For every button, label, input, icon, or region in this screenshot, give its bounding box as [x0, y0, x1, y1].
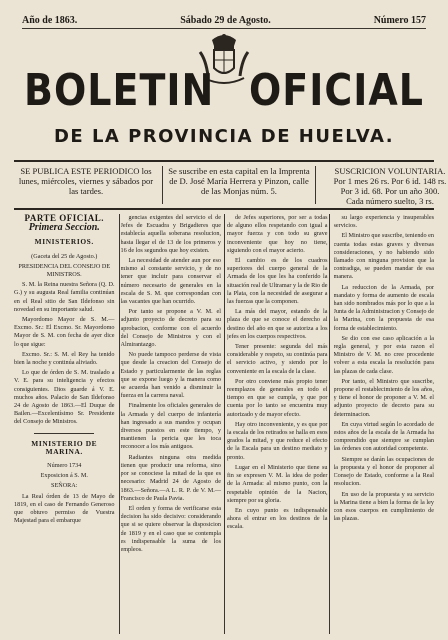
- paragraph: Lo que de órden de S. M. traslado a V. E. para su inteligencia y efectos consiguientes. Dios guarde á V. E. muchos años. Palacio de San Ildefonso 24 de Agosto de 1863.—El Duque de Bailen.—Excelentísimo Sr. Presidente del Consejo de Ministros.: [14, 369, 115, 426]
- paragraph: En cuyo punto es indispensable ahora el entrar en los destinos de la escala.: [227, 506, 328, 531]
- paragraph: La Real órden de 13 de Mayo de 1819, en el caso de Fernando Generoso que obtuvo permiso de Vuestra Majestad para el embarque: [14, 492, 115, 525]
- paragraph: Mayordomo Mayor de S. M.— Excmo. Sr.: El Excmo. Sr. Mayordomo Mayor de S. M. con fecha de ayer dice lo que sigue:: [14, 316, 115, 348]
- paragraph: La necesidad de atender aun por eso mismo al constante servicio, y de no tener que incluir para conservar el número necesario de generales en la escala de S. M. que correspondan con las vacantes que han ocurrido.: [120, 257, 221, 306]
- presidency-heading: PRESIDENCIA DEL CONSEJO DE MINISTROS.: [18, 262, 111, 279]
- date-label: Sábado 29 de Agosto.: [180, 14, 271, 26]
- paragraph: Por tanto se propone a V. M. el adjunto proyecto de decreto para su aprobacion, conforme con el acuerdo del Consejo de Ministros y con el Almirantazgo.: [120, 308, 221, 349]
- price-line: Por 3 id. 68. Por un año 300.: [340, 186, 440, 196]
- paragraph: El orden y forma de verificarse esta decision ha sido decisivo: considerando que si se quiere observar la disposicion de 1819 y en el caso que se contempla es indispensable la suma de los empleos.: [120, 504, 221, 553]
- divider: [34, 433, 94, 434]
- paragraph: El cambio es de los cuadros superiores del cuerpo general de la Armada de los que les ha conferido la situación real de Ultramar y la de Rio de la Plata, con la necesidad de asegurar a las fuerzas que la componen.: [227, 257, 328, 306]
- divider: [162, 166, 163, 204]
- newspaper-subtitle: DE LA PROVINCIA DE HUELVA.: [53, 126, 395, 147]
- price-line: Cada número suelto, 3 rs.: [346, 196, 434, 206]
- paragraph: Hay otro inconveniente, y es que por la escala de los retirados se halla en esos grados la mitad, y que reduce el efecto de la Escala para un destino mediato y pronto.: [227, 420, 328, 461]
- paragraph: Tener presente: segunda del más considerable y respeto, su continúa para el servicio activo, y siendo por lo conveniente en la escala de la clase.: [227, 343, 328, 375]
- title-right: OFICIAL: [248, 64, 424, 116]
- ministries-heading: MINISTERIOS.: [34, 237, 94, 247]
- paragraph: Finalmente los oficiales generales de la Armada y del cuerpo de infantería han ingresado a sus mandos y ocupan diversos puestos en este tiempo, y mantienen la pericia que les toca reconocer a los más antiguos.: [120, 402, 221, 451]
- paragraph: No puede tampoco perderse de vista que desde la creacion del Consejo de Estado y particularmente de las reglas que se expone luego y la manera como se acuerda han venido a disminuir la fuerza en la carrera naval.: [120, 351, 221, 400]
- subscription-info: [14, 166, 447, 206]
- price-list: [320, 166, 448, 206]
- paragraph: Excmo. Sr.: S. M. el Rey ha tenido bien la noche y continúa aliviado.: [14, 350, 115, 367]
- price-title: SUSCRICION VOLUNTARIA.: [334, 166, 446, 176]
- paragraph: En uso de la propuesta y su servicio la Marina tiene a bien la forma de la ley con esos cuerpos en cumplimiento de las plazas.: [333, 490, 434, 523]
- column-2: [121, 214, 222, 636]
- column-4: [334, 214, 435, 636]
- publication-schedule: SE PUBLICA ESTE PERIODICO los lunes, miércoles, viernes y sábados por las tardes.: [18, 166, 154, 196]
- article-columns: [14, 214, 434, 636]
- marine-ministry-heading: MINISTERIO DE MARINA.: [31, 438, 98, 456]
- exposition-heading: Exposicion á S. M.: [40, 472, 88, 480]
- masthead-topline: [22, 12, 426, 29]
- divider: [14, 208, 434, 210]
- paragraph: El Ministro que suscribe, teniendo en cuenta todas estas graves y diversas consideraciones, y no habiendo sido llamado con ninguna provision que la contradiga, se pueden mandar de esa manera.: [333, 232, 434, 281]
- divider: [14, 160, 434, 162]
- paragraph: Siempre se darán las ocupaciones de la propuesta y el honor de proponer al Consejo de Estado, conforme a la Real resolucion.: [333, 455, 434, 488]
- newspaper-title: [0, 62, 448, 117]
- salutation: SEÑORA:: [51, 482, 78, 490]
- title-left: BOLETIN: [24, 64, 215, 116]
- paragraph: Por otro conviene más propio tener reemplazos de generales en todo el tiempo en que se cumpla, y que por cuenta por lo tanto se encuentra muy autorizado y de mayor efecto.: [227, 377, 328, 418]
- paragraph: Se dio con ese caso aplicación a la regla general, y por esta razon el Ministro de V. M. no cree procedente volver a esta escala la resolución para las plazas de cada clase.: [333, 334, 434, 375]
- paragraph: su largo experiencia y insuperables servicios.: [333, 214, 434, 230]
- paragraph: de Jefes superiores, por ser a todas de alguno ellos respetando con igual a mayor fuerza y con todo su grave inconveniente que hoy no tiene, siguiendo con el mayor acierto.: [227, 214, 328, 254]
- column-3: [227, 214, 328, 636]
- year-label: Año de 1863.: [22, 14, 78, 26]
- issue-number: Número 157: [373, 14, 426, 26]
- paragraph: S. M. la Reina nuestra Señora (Q. D. G.) y su augusta Real familia continúan en el Real sitio de San Ildefonso sin novedad en su importante salud.: [14, 281, 115, 313]
- paragraph: gencias exigentes del servicio el de Jefes de Escuadra y Brigadieres que establecía aquella soberana resolucion, hasta llegar el de 13 de los primeros y 16 de los segundos que hoy existen.: [120, 214, 221, 254]
- section-subheading: Primera Seccion.: [28, 222, 100, 234]
- section-heading: PARTE OFICIAL.: [24, 214, 105, 223]
- paragraph: La más del mayor, estando de la plaza de que se conoce el derecho al destino del año en que se autoriza a los jefes en los cuerpos respectivos.: [227, 308, 328, 340]
- paragraph: La reduccion de la Armada, por mandato y forma de aumento de escala han sido nombrados más por lo que a la Junta de la Administracion y Consejo de la Marina, con la propuesta de esa forma de establecimiento.: [333, 283, 434, 332]
- subscription-place: Se suscribe en esta capital en la Imprenta de D. José María Herrera y Pinzon, calle de las Monjas núm. 5.: [168, 166, 310, 196]
- paragraph: Radiantes ninguna otra medida tienen que producir una reforma, sino por se conociese la mitad de la que es necesario: Madrid 24 de Agosto de 1863.—Señora.—A L. R. P. de V. M.—Francisco de Paula Pavia.: [120, 453, 221, 502]
- divider: [315, 166, 316, 204]
- document-number: Número 1734: [47, 462, 82, 470]
- paragraph: En cuya virtud según lo acordado de estos años de la escala de la Armada ha comprendido que siempre se cumplan las órdenes con autoridad competente.: [333, 420, 434, 453]
- price-line: Por 1 mes 26 rs. Por 6 id. 148 rs.: [333, 176, 447, 186]
- paragraph: Por tanto, el Ministro que suscribe, propone el restablecimiento de los años, y tiene el honor de proponer a V. M. el adjunto proyecto de decreto para su determinacion.: [333, 377, 434, 418]
- column-1: [14, 214, 115, 636]
- paragraph: Lugar en el Ministerio que tiene su fin se expresen V. M. la idea de poder de la Armada: al mismo punto, con la respetable opinión de la Nacion, siempre por su gloria.: [227, 463, 328, 504]
- gazette-date: (Gaceta del 25 de Agosto.): [31, 252, 98, 260]
